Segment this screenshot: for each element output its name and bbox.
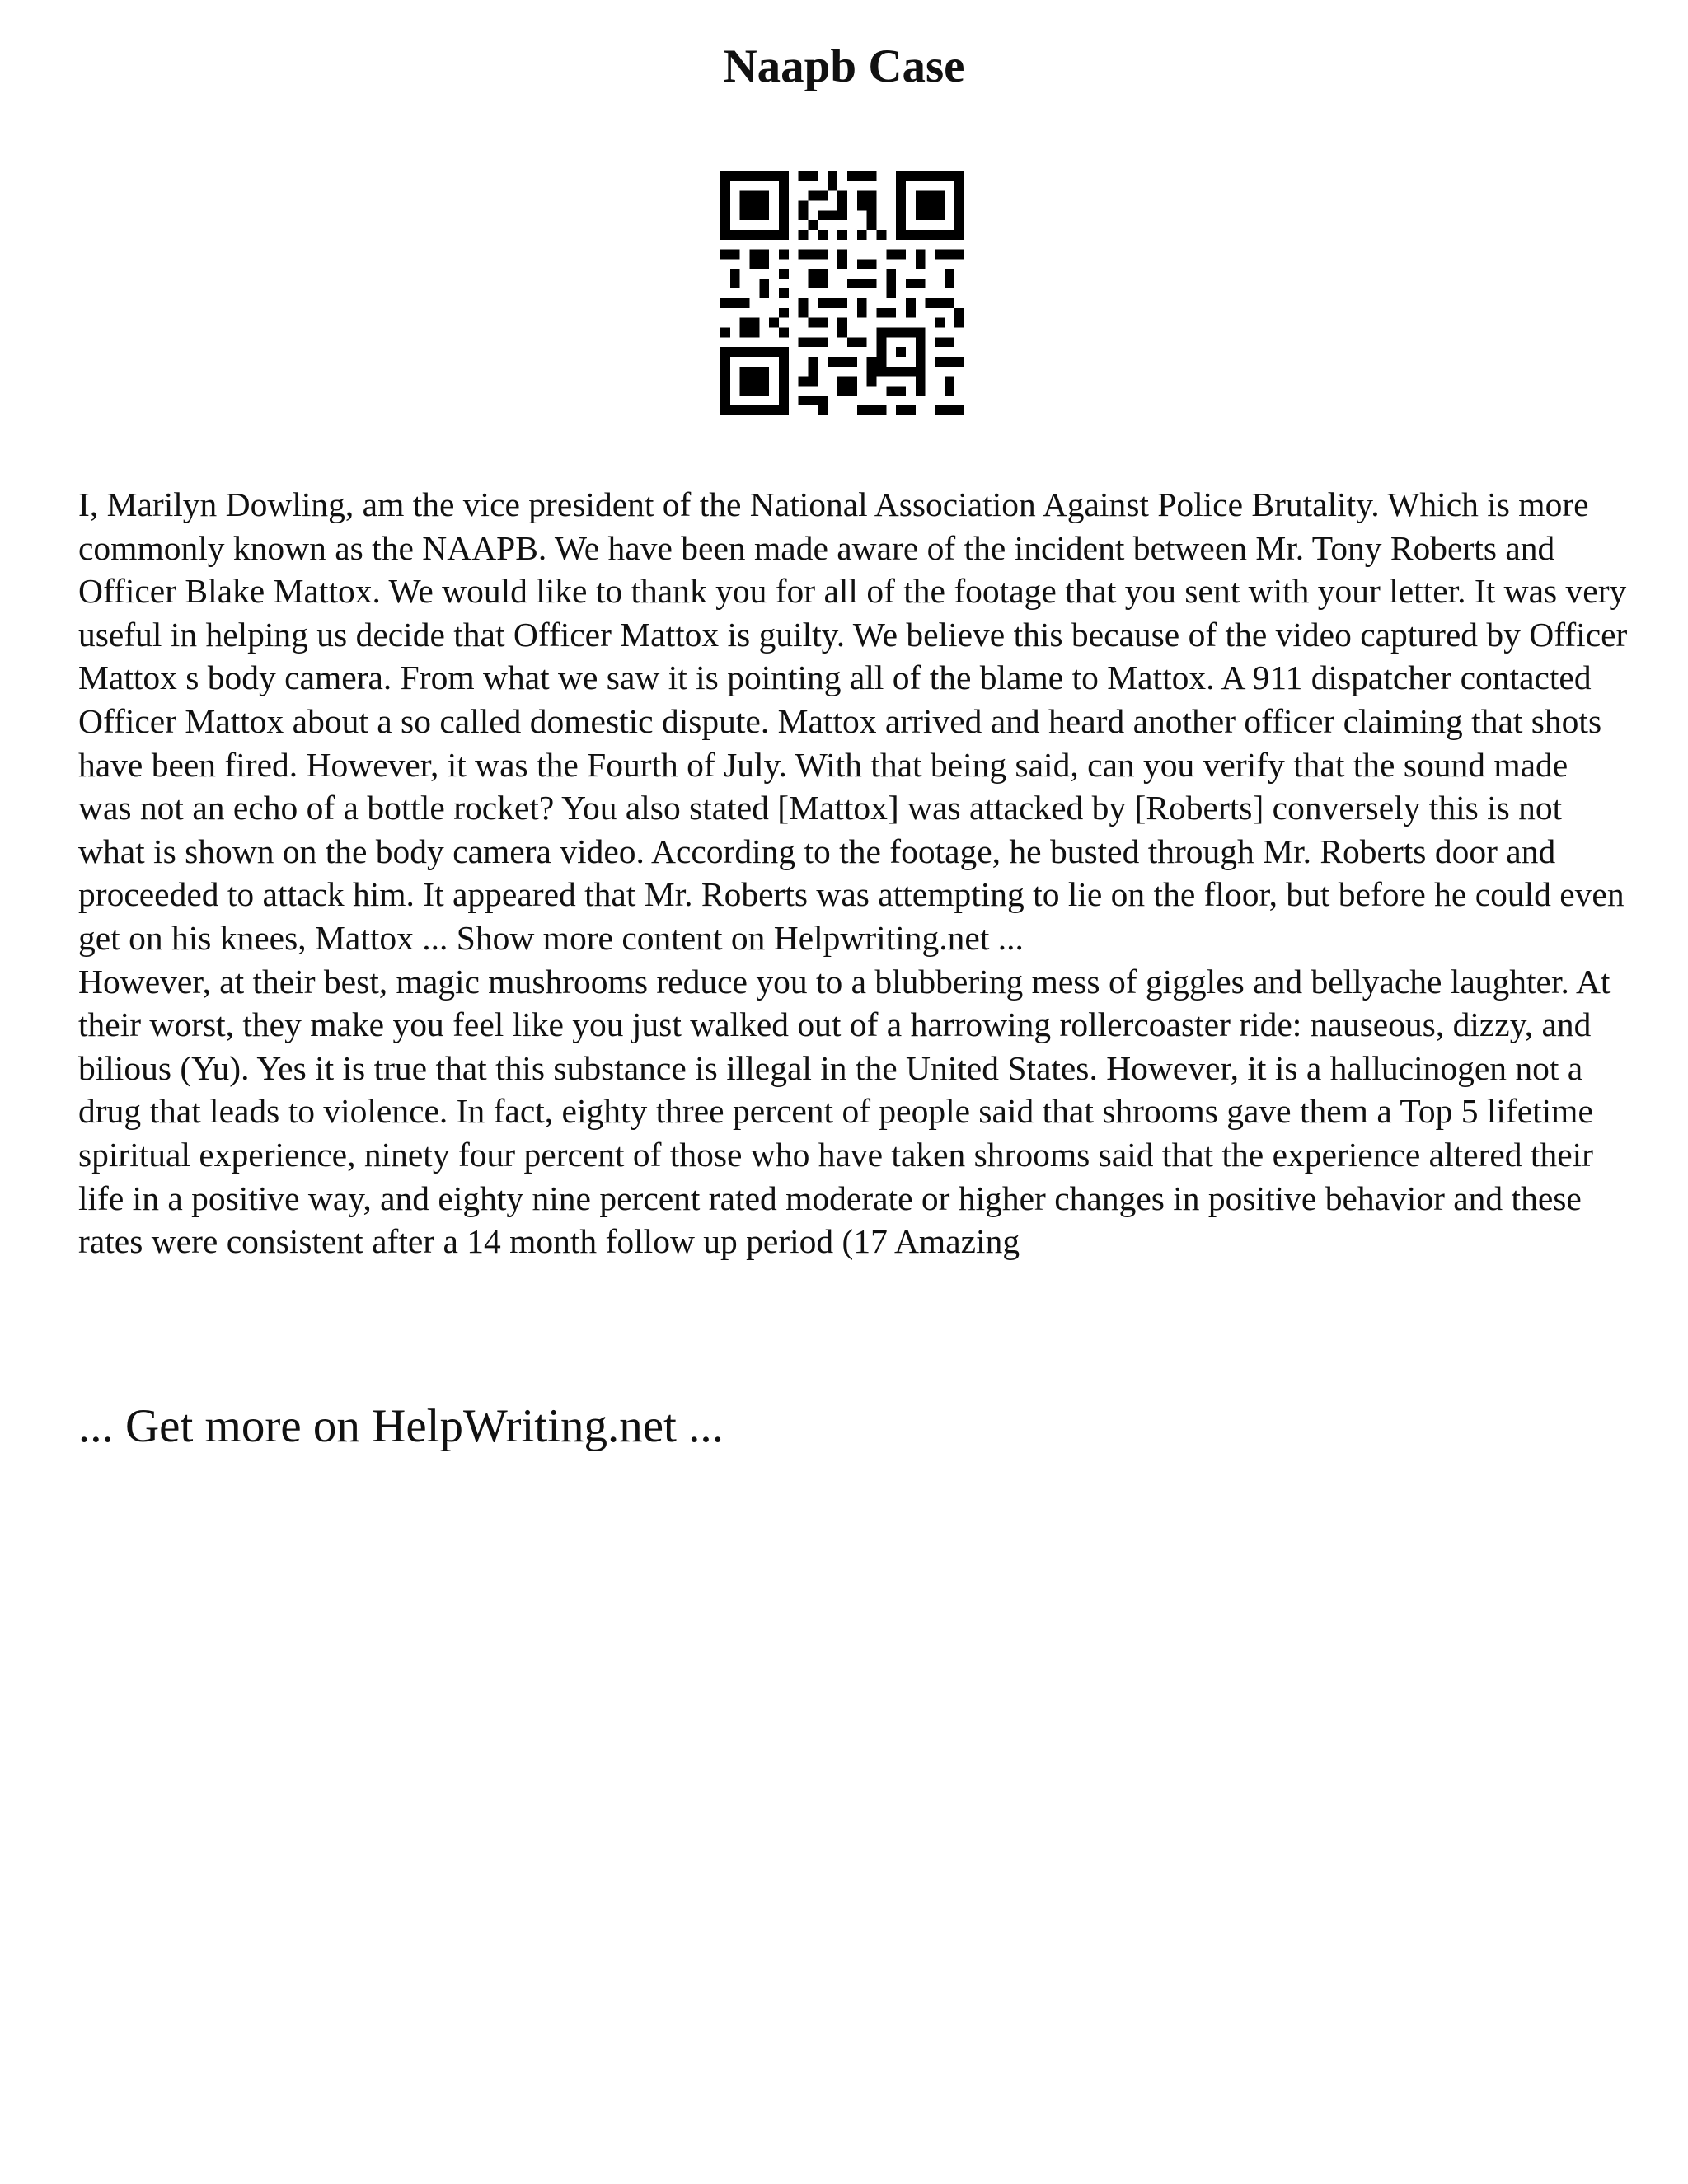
qr-code-graphic	[720, 171, 964, 415]
article-paragraph: However, at their best, magic mushrooms reduce you to a blubbering mess of giggles and bellyache laughter. At their worst, they make you feel like you just walked out of a harrowing rollercoaster ride: nauseous, dizzy, and bilious (Yu). Yes it is true that this substance is illegal in the United States. However, it is a hallucinogen not a drug that leads to violence. In fact, eighty three percent of people said that shrooms gave them a Top 5 lifetime spiritual experience, ninety four percent of those who have taken shrooms said that the experience altered their life in a positive way, and eighty nine percent rated moderate or higher changes in positive behavior and these rates were consistent after a 14 month follow up period (17 Amazing	[78, 962, 1611, 1261]
article-paragraph: I, Marilyn Dowling, am the vice president of the National Association Against Police Brutality. Which is more commonly known as the NAAPB. We have been made aware of the incident between Mr. Tony Roberts and Officer Blake Mattox. We would like to thank you for all of the footage that you sent with your letter. It was very useful in helping us decide that Officer Mattox is guilty. We believe this because of the video captured by Officer Mattox s body camera. From what we saw it is pointing all of the blame to Mattox. A 911 dispatcher contacted Officer Mattox about a so called domestic dispute. Mattox arrived and heard another officer claiming that shots have been fired. However, it was the Fourth of July. With that being said, can you verify that the sound made was not an echo of a bottle rocket? You also stated [Mattox] was attacked by [Roberts] conversely this is not what is shown on the body camera video. According to the footage, he busted through Mr. Roberts door and proceeded to attack him. It appeared that Mr. Roberts was attempting to lie on the floor, but before he could even get on his knees, Mattox ... Show more content on Helpwriting.net ...	[78, 485, 1628, 957]
get-more-link[interactable]: ... Get more on HelpWriting.net ...	[78, 1400, 724, 1452]
qr-code-icon	[720, 171, 964, 415]
article-body	[78, 483, 1628, 1263]
page-title: Naapb Case	[723, 40, 965, 92]
